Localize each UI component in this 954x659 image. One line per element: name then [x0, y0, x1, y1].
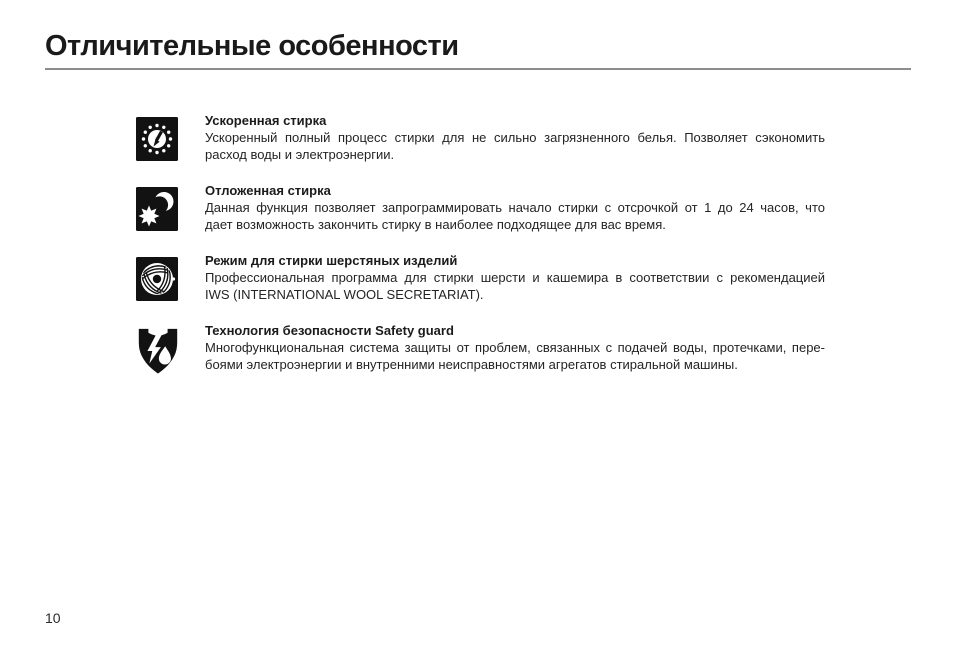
feature-body-line: боями электроэнергии и внутренними неисправностями агрегатов стиральной машины.	[205, 357, 738, 372]
feature-text	[205, 252, 825, 303]
feature-row-quick-wash	[136, 112, 826, 163]
feature-body-line: Данная функция позволяет запрограммировать начало стирки с отсрочкой от 1 до 24 часов, что	[205, 200, 825, 215]
feature-row-delayed-start	[136, 182, 826, 233]
feature-list	[136, 112, 826, 394]
page-title: Отличительные особенности	[45, 30, 459, 62]
quick-wash-icon	[136, 117, 178, 161]
delayed-start-icon	[136, 187, 178, 231]
feature-text	[205, 112, 825, 163]
feature-body-line: Многофункциональная система защиты от проблем, связанных с подачей воды, протечками, пере-	[205, 340, 825, 355]
title-rule	[45, 68, 911, 70]
feature-body-line: дает возможность закончить стирку в наиболее подходящее для вас время.	[205, 217, 666, 232]
feature-body-line: расход воды и электроэнергии.	[205, 147, 395, 162]
feature-heading: Технология безопасности Safety guard	[205, 323, 454, 338]
feature-body-line: IWS (INTERNATIONAL WOOL SECRETARIAT).	[205, 287, 484, 302]
feature-body-line: Ускоренный полный процесс стирки для не сильно загрязненного белья. Позволяет сэкономить	[205, 130, 825, 145]
feature-text	[205, 182, 825, 233]
feature-heading: Отложенная стирка	[205, 183, 331, 198]
feature-heading: Режим для стирки шерстяных изделий	[205, 253, 458, 268]
feature-row-wool-mode	[136, 252, 826, 303]
feature-row-safety-guard	[136, 322, 826, 375]
feature-text	[205, 322, 825, 373]
wool-mode-icon	[136, 257, 178, 301]
page-number: 10	[45, 610, 61, 626]
feature-heading: Ускоренная стирка	[205, 113, 327, 128]
feature-body-line: Профессиональная программа для стирки шерсти и кашемира в соответствии с рекомендацией	[205, 270, 825, 285]
safety-guard-icon	[136, 327, 178, 375]
